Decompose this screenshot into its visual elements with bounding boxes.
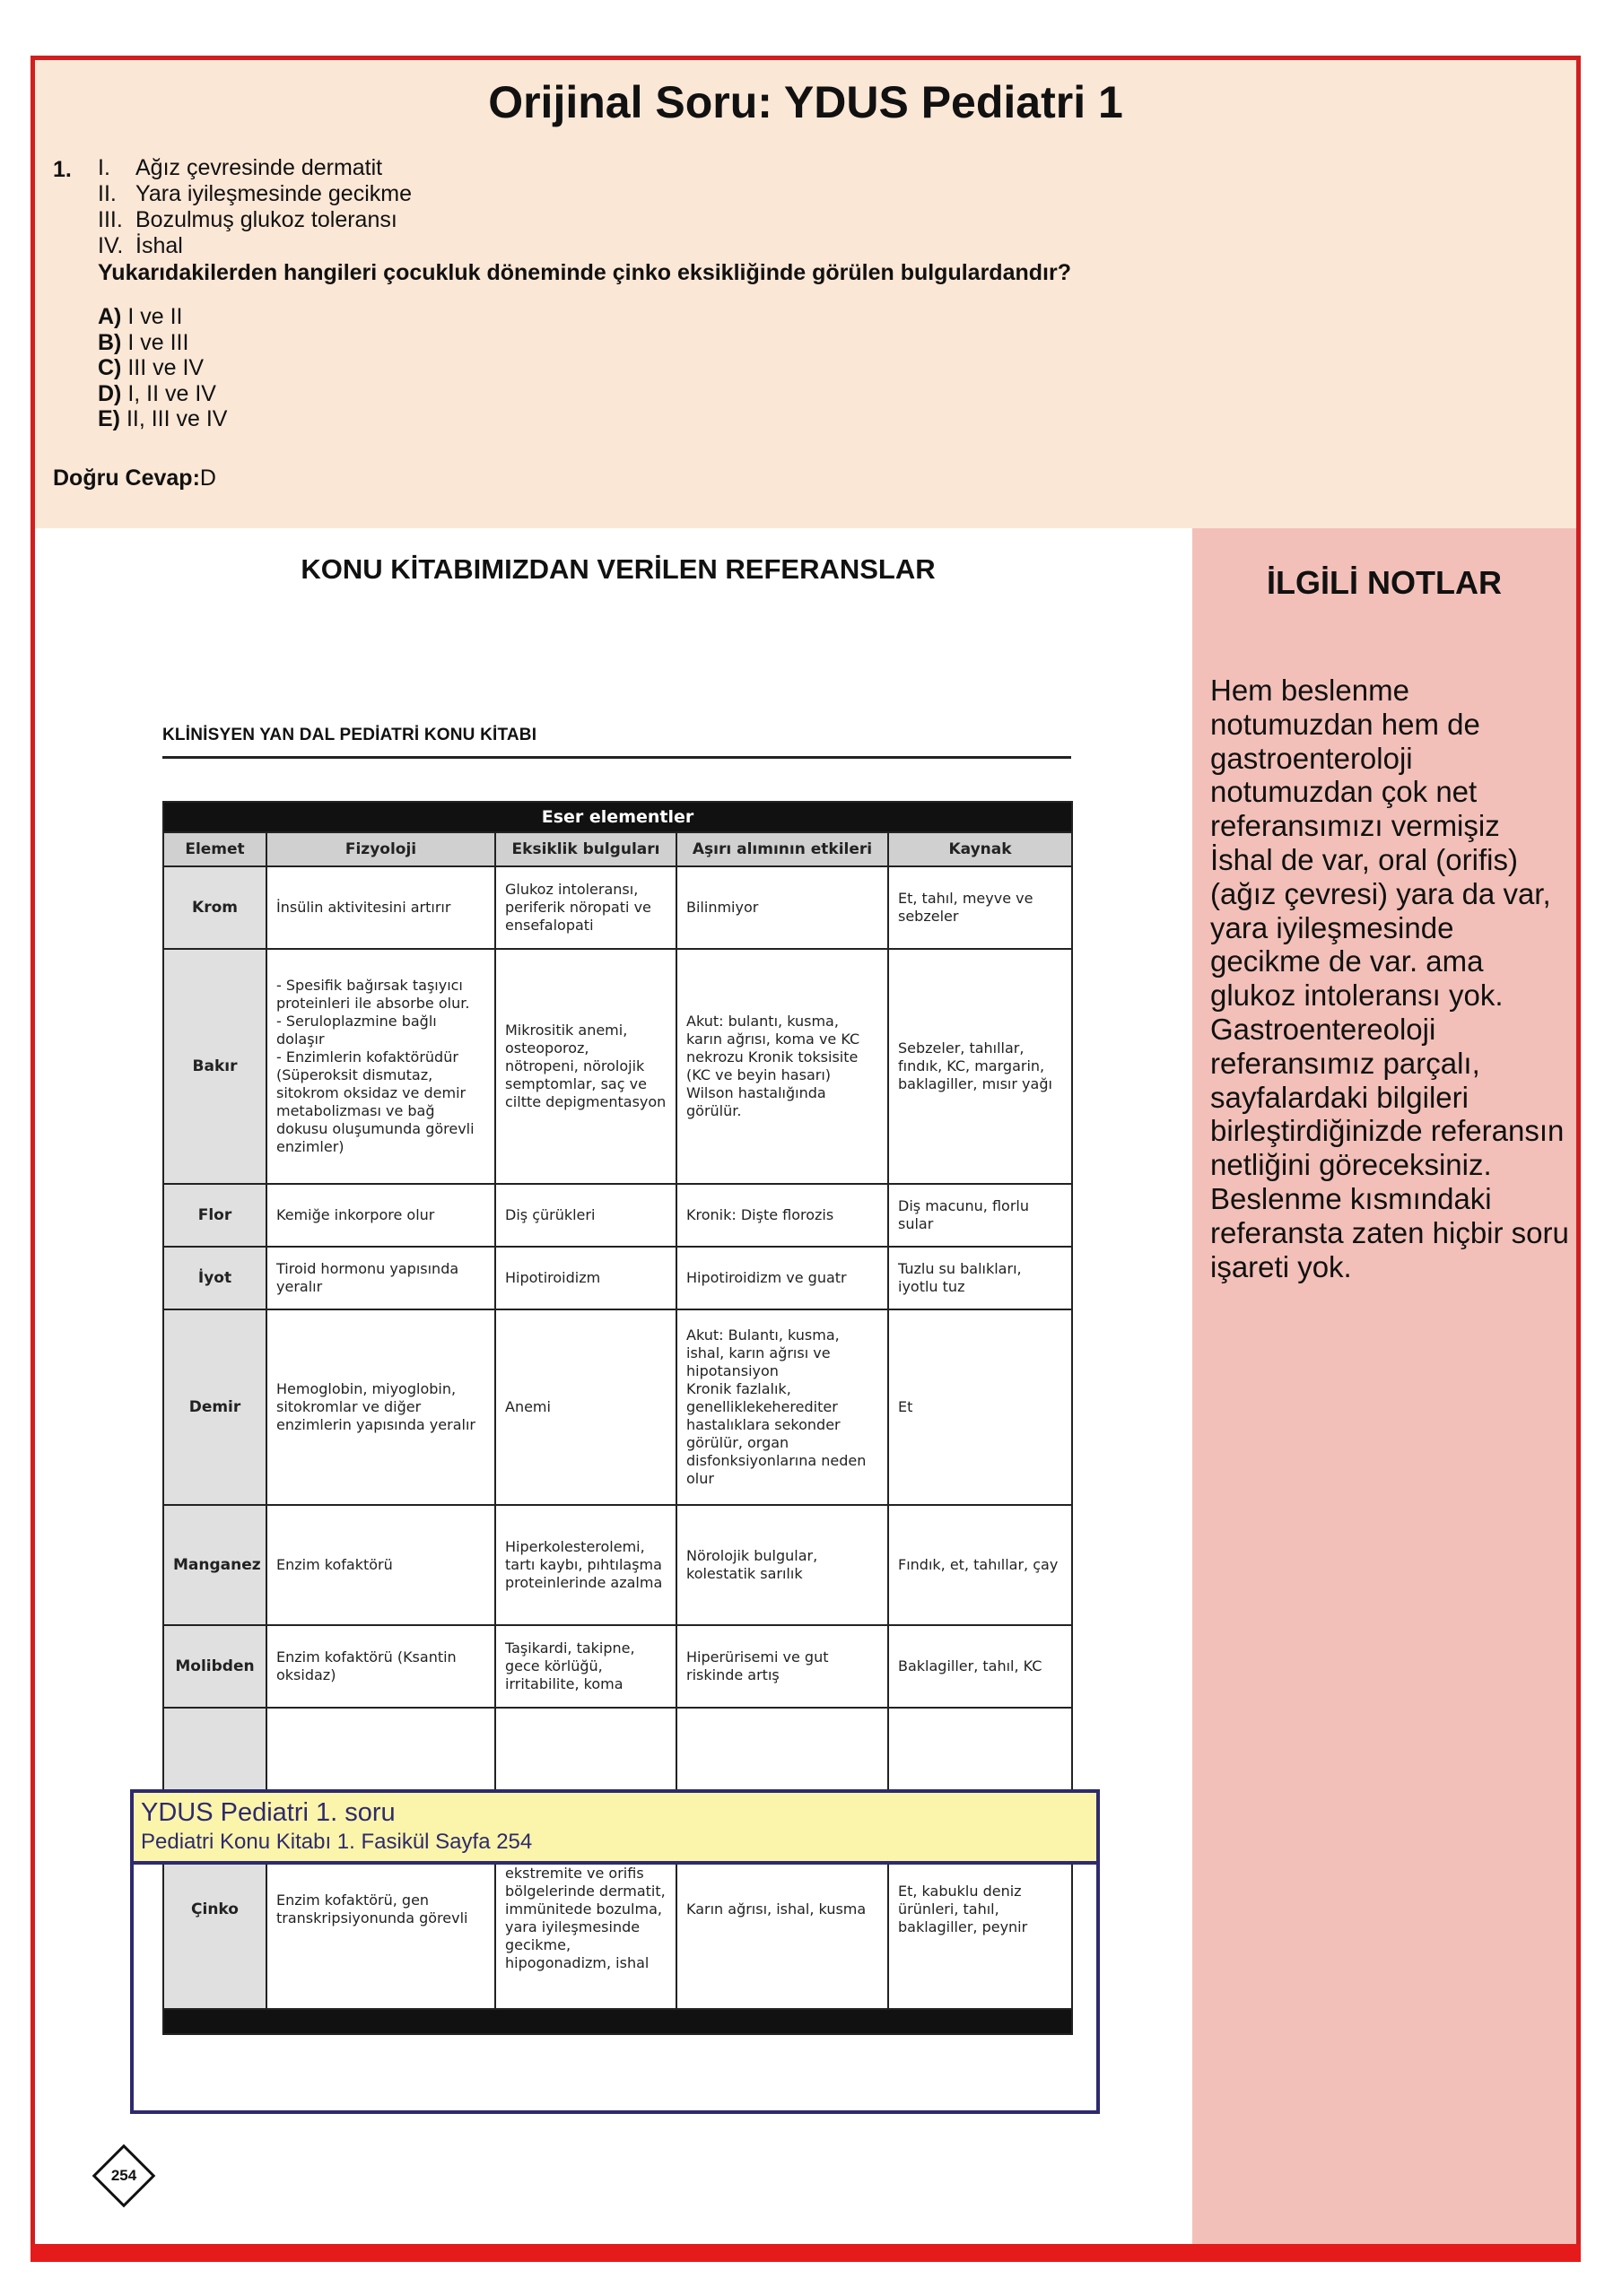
column-header: Eksiklik bulguları — [495, 832, 676, 866]
bottom-bar — [31, 2244, 1581, 2262]
eksiklik-cell: Taşikardi, takipne, gece körlüğü, irritabilite, koma — [495, 1625, 676, 1708]
asiri-cell: Hipotiroidizm ve guatr — [676, 1247, 888, 1309]
eksiklik-cell: Anemi — [495, 1309, 676, 1505]
page-frame — [31, 56, 1581, 2262]
column-header: Elemet — [163, 832, 266, 866]
asiri-cell: Hiperürisemi ve gut riskinde artış — [676, 1625, 888, 1708]
book-heading: KLİNİSYEN YAN DAL PEDİATRİ KONU KİTABI — [162, 726, 537, 744]
column-header: Fizyoloji — [266, 832, 495, 866]
eksiklik-cell: ekstremite ve orifis bölgelerinde dermatit, immünitede bozulma, yara iyileşmesinde gecikme, hipogonadizm, ishal — [495, 1810, 676, 2009]
answer-options — [98, 304, 227, 432]
question-item: I. Ağız çevresinde dermatit — [98, 155, 383, 180]
element-cell: Molibden — [163, 1625, 266, 1708]
callout-source: Pediatri Konu Kitabı 1. Fasikül Sayfa 254 — [141, 1830, 533, 1854]
kaynak-cell: Diş macunu, florlu sular — [888, 1184, 1072, 1247]
heading-divider — [162, 756, 1071, 759]
question-panel — [35, 60, 1576, 528]
element-cell: Demir — [163, 1309, 266, 1505]
column-header: Kaynak — [888, 832, 1072, 866]
table-row — [163, 1309, 1072, 1505]
fizyoloji-cell: Hemoglobin, miyoglobin, sitokromlar ve diğer enzimlerin yapısında yeralır — [266, 1309, 495, 1505]
kaynak-cell: Et, tahıl, meyve ve sebzeler — [888, 866, 1072, 949]
column-header: Aşırı alımının etkileri — [676, 832, 888, 866]
source-callout — [130, 1789, 1100, 1865]
correct-answer: Doğru Cevap:D — [53, 465, 216, 491]
table-row — [163, 866, 1072, 949]
question-number: 1. — [53, 157, 72, 182]
table-header-row — [163, 832, 1072, 866]
eksiklik-cell: Diş çürükleri — [495, 1184, 676, 1247]
page-number: 254 — [110, 2167, 137, 2184]
element-cell: Çinko — [163, 1810, 266, 2009]
kaynak-cell: Tuzlu su balıkları, iyotlu tuz — [888, 1247, 1072, 1309]
option-e: E) II, III ve IV — [98, 406, 228, 431]
asiri-cell: Bilinmiyor — [676, 866, 888, 949]
eksiklik-cell: Hipotiroidizm — [495, 1247, 676, 1309]
reference-title: KONU KİTABIMIZDAN VERİLEN REFERANSLAR — [301, 553, 936, 585]
fizyoloji-cell: İnsülin aktivitesini artırır — [266, 866, 495, 949]
notes-title: İLGİLİ NOTLAR — [1267, 564, 1502, 601]
option-c: C) III ve IV — [98, 355, 205, 380]
fizyoloji-cell: - Spesifik bağırsak taşıyıcı proteinleri ile absorbe olur. - Seruloplazmine bağlı dolaşır - Enzimlerin kofaktörüdür (Süperoksit dismutaz, sitokrom oksidaz ve demir metabolizması ve bağ dokusu oluşumunda görevli enzimler) — [266, 949, 495, 1184]
asiri-cell: Karın ağrısı, ishal, kusma — [676, 1810, 888, 2009]
asiri-cell: Akut: bulantı, kusma, karın ağrısı, koma ve KC nekrozu Kronik toksisite (KC ve beyin hasarı) Wilson hastalığında görülür. — [676, 949, 888, 1184]
element-cell: İyot — [163, 1247, 266, 1309]
page-title: Orijinal Soru: YDUS Pediatri 1 — [488, 77, 1123, 127]
table-row — [163, 1625, 1072, 1708]
table-row — [163, 1184, 1072, 1247]
element-cell: Flor — [163, 1184, 266, 1247]
notes-body: Hem beslenme notumuzdan hem de gastroenteroloji notumuzdan çok net referansımızı vermişiz İshal de var, oral (orifis) (ağız çevresi) yara da var, yara iyileşmesinde gecikme de var. ama glukoz intoleransı yok. Gastroentereoloji referansımız parçalı, sayfalardaki bilgileri birleştirdiğinizde referansın netliğini göreceksiniz. Beslenme kısmındaki referansta zaten hiçbir soru işareti yok. — [1210, 674, 1569, 1283]
kaynak-cell: Et, kabuklu deniz ürünleri, tahıl, baklagiller, peynir — [888, 1810, 1072, 2009]
question-item: IV. İshal — [98, 233, 183, 258]
question-items — [98, 155, 412, 259]
kaynak-cell: Baklagiller, tahıl, KC — [888, 1625, 1072, 1708]
option-b: B) I ve III — [98, 329, 189, 355]
fizyoloji-cell: Enzim kofaktörü — [266, 1505, 495, 1625]
question-item: II. Yara iyileşmesinde gecikme — [98, 181, 412, 206]
table-row — [163, 1505, 1072, 1625]
notes-panel — [1192, 528, 1576, 2248]
element-cell: Manganez — [163, 1505, 266, 1625]
option-a: A) I ve II — [98, 304, 183, 329]
kaynak-cell: Sebzeler, tahıllar, fındık, KC, margarin, baklagiller, mısır yağı — [888, 949, 1072, 1184]
eksiklik-cell: Glukoz intoleransı, periferik nöropati ve ensefalopati — [495, 866, 676, 949]
kaynak-cell: Et — [888, 1309, 1072, 1505]
asiri-cell: Nörolojik bulgular, kolestatik sarılık — [676, 1505, 888, 1625]
callout-title: YDUS Pediatri 1. soru — [141, 1798, 396, 1827]
fizyoloji-cell: Kemiğe inkorpore olur — [266, 1184, 495, 1247]
fizyoloji-cell: Enzim kofaktörü (Ksantin oksidaz) — [266, 1625, 495, 1708]
question-item: III. Bozulmuş glukoz toleransı — [98, 207, 397, 232]
page-number-badge — [92, 2144, 156, 2208]
eksiklik-cell: Mikrositik anemi, osteoporoz, nötropeni, nörolojik semptomlar, saç ve ciltte depigmentasyon — [495, 949, 676, 1184]
option-d: D) I, II ve IV — [98, 380, 216, 406]
kaynak-cell: Fındık, et, tahıllar, çay — [888, 1505, 1072, 1625]
table-caption: Eser elementler — [163, 802, 1072, 832]
asiri-cell: Kronik: Dişte florozis — [676, 1184, 888, 1247]
question-stem: Yukarıdakilerden hangileri çocukluk döneminde çinko eksikliğinde görülen bulgulardandır? — [98, 260, 1071, 285]
element-cell: Krom — [163, 866, 266, 949]
fizyoloji-cell: Tiroid hormonu yapısında yeralır — [266, 1247, 495, 1309]
table-row — [163, 1247, 1072, 1309]
asiri-cell: Akut: Bulantı, kusma, ishal, karın ağrısı ve hipotansiyon Kronik fazlalık, genelliklekeherediter hastalıklara sekonder görülür, organ disfonksiyonlarına neden olur — [676, 1309, 888, 1505]
element-cell: Bakır — [163, 949, 266, 1184]
eksiklik-cell: Hiperkolesterolemi, tartı kaybı, pıhtılaşma proteinlerinde azalma — [495, 1505, 676, 1625]
fizyoloji-cell: Enzim kofaktörü, gen transkripsiyonunda görevli — [266, 1810, 495, 2009]
table-row — [163, 949, 1072, 1184]
